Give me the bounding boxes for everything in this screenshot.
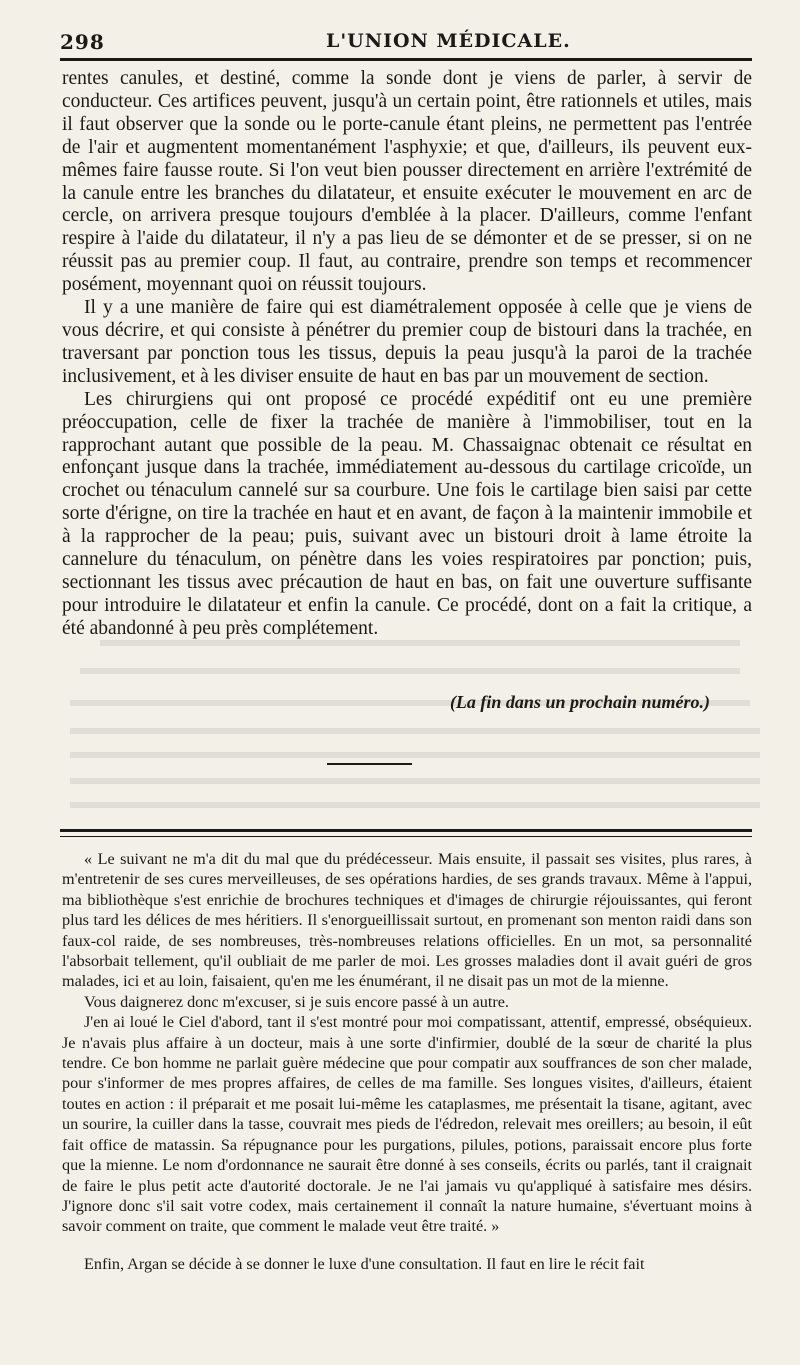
feuilleton-paragraph: « Le suivant ne m'a dit du mal que du prédécesseur. Mais ensuite, il passait ses visites, plus rares, à m'entretenir de ses cures merveilleuses, de ses opérations hardies, de ses grands travaux. Même à l'appui, ma bibliothèque s'est enrichie de brochures techniques et d'images de chirurgie réjouissantes, qui feront plus tard les délices de mes héritiers. Il s'enorgueillissait surtout, en promenant son menton raidi dans son faux-col raide, de ses nombreuses, très-nombreuses relations officielles. En un mot, sa personnalité l'absorbait tellement, qu'il oubliait de me parler de moi. Les grosses maladies dont il avait guéri de gros malades, ici et au loin, faisaient, qu'en me les énumérant, il ne disait pas un mot de la mienne. [62,850,752,991]
feuilleton-paragraph: Enfin, Argan se décide à se donner le luxe d'une consultation. Il faut en lire le récit fait [84,1254,645,1273]
feuilleton-divider [60,829,752,837]
article-paragraph: Il y a une manière de faire qui est diamétralement opposée à celle que je viens de vous décrire, et qui consiste à pénétrer du premier coup de bistouri dans la trachée, en traversant par ponction tous les tissus, depuis la peau jusqu'à la paroi de la trachée inclusivement, et à les diviser ensuite de haut en bas par un mouvement de section. [62,297,752,387]
page-number: 298 [60,30,105,54]
article-paragraph: Les chirurgiens qui ont proposé ce procédé expéditif ont eu une première préoccupation, celle de fixer la trachée de manière à l'immobiliser, tout en la rapprochant autant que possible de la peau. M. Chassaignac obtenait ce résultat en enfonçant jusque dans la trachée, immédiatement au-dessous du cartilage cricoïde, un crochet ou ténaculum cannelé sur sa courbure. Une fois le cartilage bien saisi par cette sorte d'érigne, on tire la trachée en haut et en avant, de façon à la maintenir immobile et à la rapprocher de la peau; puis, suivant avec un bistouri droit à lame étroite la cannelure du ténaculum, on pénètre dans les voies respiratoires par ponction; puis, sectionnant les tissus avec précaution de haut en bas, on fait une ouverture suffisante pour introduire le dilatateur et enfin la canule. Ce procédé, dont on a fait la critique, a été abandonné à peu près complétement. [62,388,752,639]
article-paragraph: rentes canules, et destiné, comme la sonde dont je viens de parler, à servir de conducteur. Ces artifices peuvent, jusqu'à un certain point, être rationnels et utiles, mais il faut observer que la sonde ou le porte-canule étant pleins, ne permettent pas l'entrée de l'air et augmentent momentanément l'asphyxie; et que, d'ailleurs, ils peuvent eux-mêmes faire fausse route. Si l'on veut bien pousser directement en arrière l'extrémité de la canule entre les branches du dilatateur, et ensuite exécuter le mouvement en arc de cercle, on arrivera presque toujours d'emblée à la placer. D'ailleurs, comme l'enfant respire à l'aide du dilatateur, il n'y a pas lieu de se démonter et de se presser, si on ne réussit pas au premier coup. Il faut, au contraire, prendre son temps et recommencer posément, moyennant quoi on réussit toujours. [62,68,752,296]
short-divider [327,763,412,765]
feuilleton-paragraph: Vous daignerez donc m'excuser, si je suis encore passé à un autre. [84,992,509,1011]
article-body [62,68,752,641]
running-header [60,24,752,54]
feuilleton-body [62,849,752,1274]
header-rule [60,58,752,61]
journal-title: L'UNION MÉDICALE. [326,30,571,52]
continued-note: (La fin dans un prochain numéro.) [449,692,710,712]
feuilleton-paragraph: J'en ai loué le Ciel d'abord, tant il s'est montré pour moi compatissant, attentif, empressé, obséquieux. Je n'avais plus affaire à un docteur, mais à une sorte d'infirmier, doublé de la sœur de charité la plus tendre. Ce bon homme ne parlait guère médecine que pour compatir aux souffrances de son cher malade, pour s'informer de mes propres affaires, de celles de ma famille. Ses longues visites, d'ailleurs, étaient toutes en action : il préparait et me posait lui-même les cataplasmes, me présentait la tisane, agitant, avec un sourire, la cuiller dans la tasse, couvrait mes pieds de l'édredon, relevait mes oreillers; au besoin, il eût fait office de matassin. Sa répugnance pour les purgations, pilules, potions, paraissait encore plus forte que la mienne. Le nom d'ordonnance ne saurait être donné à ses conseils, écrits ou parlés, tant il craignait de faire le plus petit acte d'autorité doctorale. Je ne l'ai jamais vu qu'appliqué à satisfaire mes désirs. J'ignore donc s'il sait votre codex, mais certainement il connaît la nature humaine, s'évertuant moins à savoir comment on traite, que comment le malade veut être traité. » [62,1013,752,1236]
